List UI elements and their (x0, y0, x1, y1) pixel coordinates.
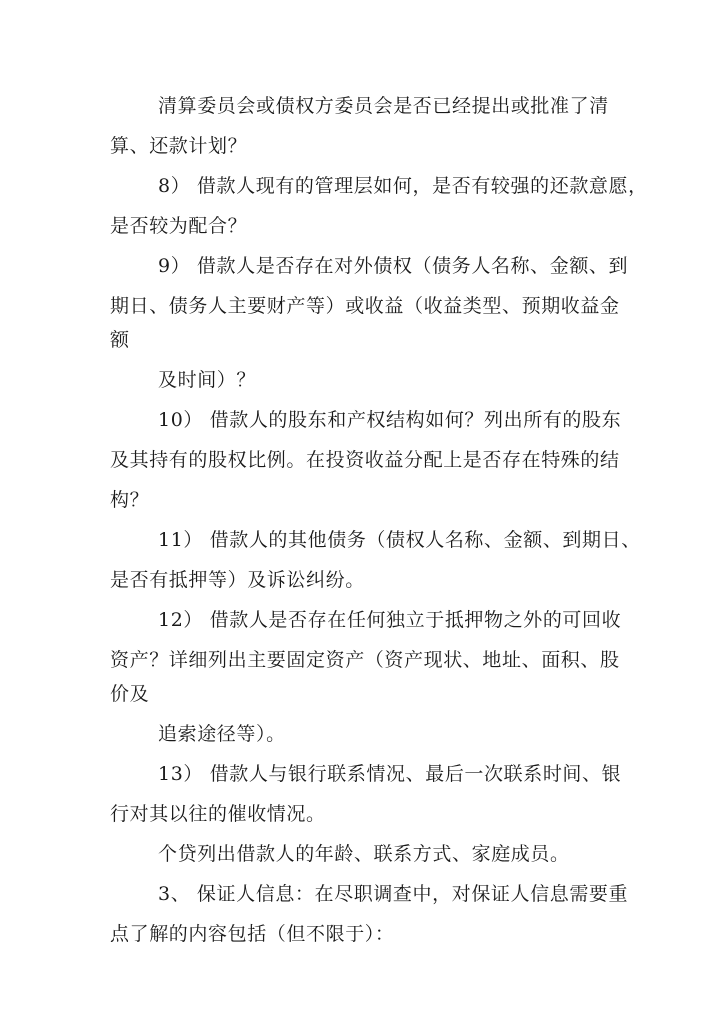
text-line: 10） 借款人的股东和产权结构如何？列出所有的股东 (158, 409, 622, 431)
text-line: 13） 借款人与银行联系情况、最后一次联系时间、银 (158, 763, 622, 785)
text-line: 行对其以往的催收情况。 (110, 803, 326, 825)
text-line: 额 (110, 329, 130, 351)
text-line: 及时间）？ (158, 369, 257, 391)
text-line: 期日、债务人主要财产等）或收益（收益类型、预期收益金 (110, 295, 620, 317)
text-line: 3、 保证人信息：在尽职调查中，对保证人信息需要重 (158, 883, 629, 905)
text-line: 是否有抵押等）及诉讼纠纷。 (110, 569, 365, 591)
text-line: 算、还款计划？ (110, 135, 248, 157)
text-line: 12） 借款人是否存在任何独立于抵押物之外的可回收 (158, 609, 622, 631)
text-line: 9） 借款人是否存在对外债权（债务人名称、金额、到 (158, 255, 629, 277)
text-line: 8） 借款人现有的管理层如何，是否有较强的还款意愿， (158, 175, 648, 197)
text-line: 清算委员会或债权方委员会是否已经提出或批准了清 (158, 95, 609, 117)
text-line: 个贷列出借款人的年龄、联系方式、家庭成员。 (158, 843, 570, 865)
text-line: 价及 (110, 683, 150, 705)
text-line: 是否较为配合？ (110, 215, 248, 237)
text-line: 资产？详细列出主要固定资产（资产现状、地址、面积、股 (110, 649, 620, 671)
text-line: 及其持有的股权比例。在投资收益分配上是否存在特殊的结 (110, 449, 620, 471)
text-line: 追索途径等）。 (158, 723, 286, 745)
text-line: 点了解的内容包括（但不限于）： (110, 923, 395, 945)
text-line: 构？ (110, 489, 150, 511)
text-line: 11） 借款人的其他债务（债权人名称、金额、到期日、 (158, 529, 641, 551)
